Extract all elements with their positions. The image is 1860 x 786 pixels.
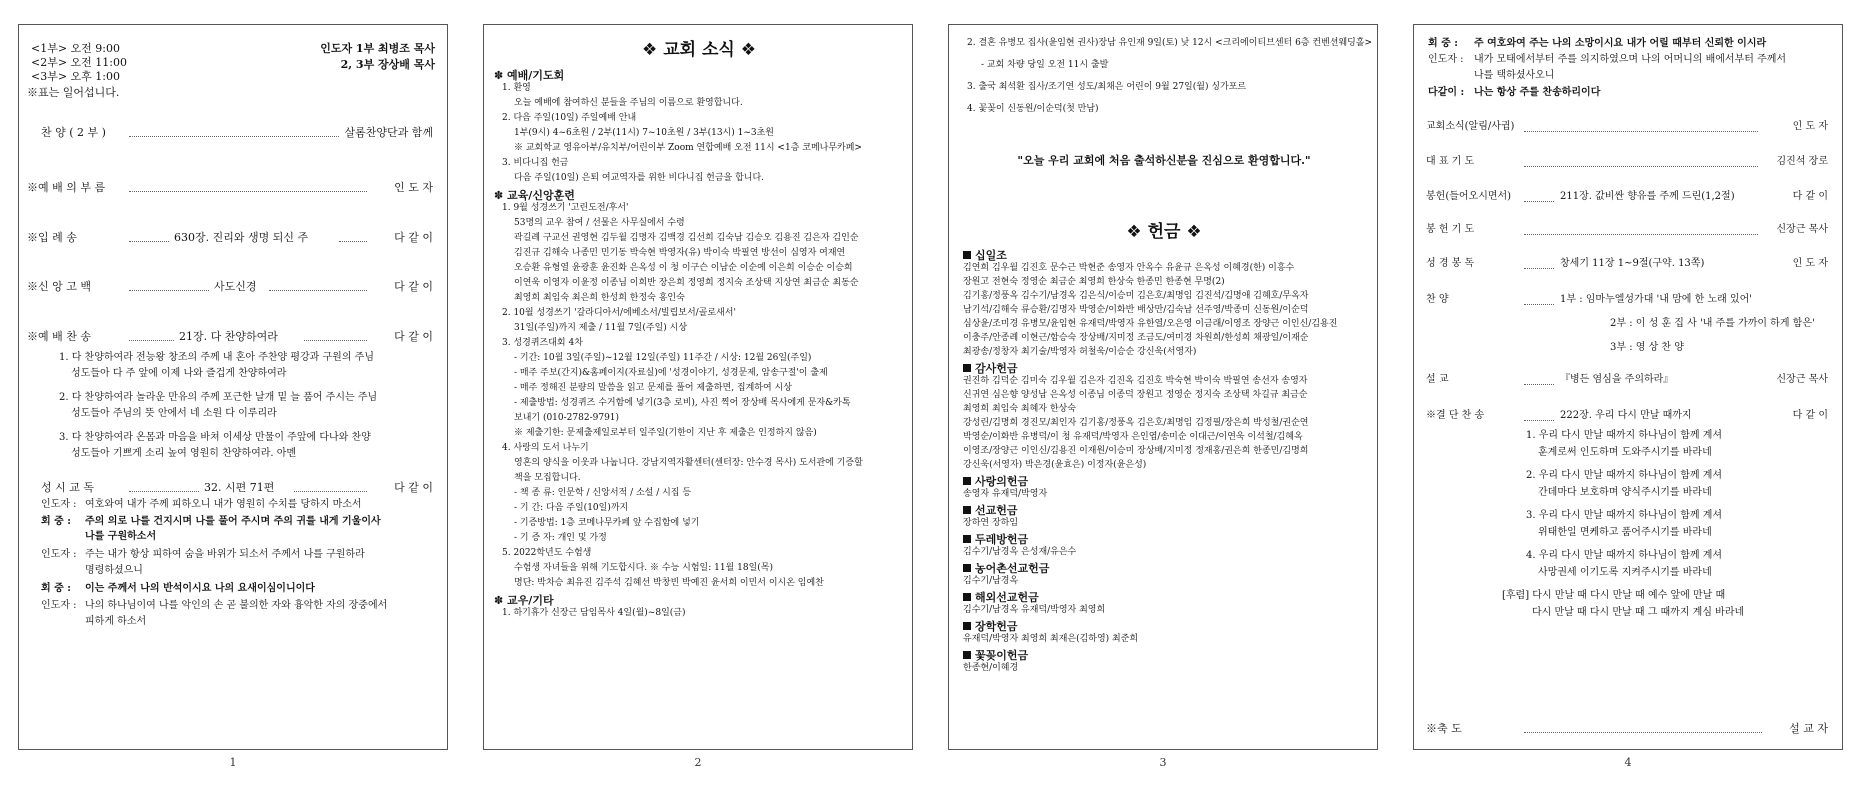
responsive-speaker: 회 중 : <box>1428 38 1458 49</box>
order-item-detail: 222장. 우리 다시 만날 때까지 <box>1560 410 1692 421</box>
page-number: 2 <box>694 756 702 769</box>
news-item-text: 김진규 김해숙 나종민 민기동 박숙현 박영자(유) 박이숙 박필연 방선이 심영자 여재연 <box>514 248 846 258</box>
order-creed-who: 다 같 이 <box>394 280 433 293</box>
offering-names: 남기석/김해숙 류승환/김명자 박영순/이화반 배상만/김숙남 선주영/박종미 신동원/이순덕 <box>963 305 1309 315</box>
news-item-text: 보내기 (010-2782-9791) <box>514 413 620 423</box>
news-item-text: 다음 주일(10일) 은퇴 여교역자를 위한 비다니집 헌금을 합니다. <box>514 173 765 183</box>
order-call-to-worship: ※예 배 의 부 름 <box>27 181 106 194</box>
order-item-label: 봉헌(들어오시면서) <box>1426 191 1512 202</box>
order-creed: ※신 앙 고 백 <box>27 280 91 293</box>
responsive-text: 나의 하나님이여 나를 악인의 손 곧 불의한 자와 흉악한 자의 장중에서 <box>85 600 388 611</box>
offering-category-label: 농어촌선교헌금 <box>975 562 1050 575</box>
hymn-verse-line: 성도들아 다 주 앞에 이제 나와 즐겁게 찬양하여라 <box>71 368 287 379</box>
service-time-3: <3부> 오후 1:00 <box>31 70 121 83</box>
leader-dots <box>1524 131 1758 132</box>
order-benediction-who: 설 교 자 <box>1789 722 1828 735</box>
offering-names: 장원고 전현숙 정영순 최금순 최영희 한상숙 한종민 한종현 무명(2) <box>963 277 1225 287</box>
news-category: ✽ 교육/신앙훈련 <box>494 189 575 202</box>
leader-second-third-service: 2, 3부 장상배 목사 <box>340 58 435 71</box>
news-item-text: ※ 제출기한: 문제출제일로부터 일주일(기한이 지난 후 제출은 인정하지 않음) <box>514 428 817 438</box>
offering-names: 한종현/이혜경 <box>963 663 1019 673</box>
square-bullet-icon <box>963 622 971 630</box>
order-item-detail: 3부 : 영 상 찬 양 <box>1610 342 1684 353</box>
responsive-speaker: 회 중 : <box>41 516 71 527</box>
order-entrance-hymn-who: 다 같 이 <box>394 231 433 244</box>
order-item-detail: 『병든 염심을 주의하라』 <box>1560 374 1674 385</box>
page-number: 3 <box>1159 756 1167 769</box>
responsive-text: 주의 의로 나를 건지시며 나를 풀어 주시며 주의 귀를 내게 기울이사 <box>85 516 381 527</box>
offering-names: 이영조/장양근 이인신/김용진 이재원/이승미 장상배/지미정 정재홍/권은희 한종민/김명희 <box>963 446 1309 456</box>
square-bullet-icon <box>963 251 971 259</box>
offering-category <box>963 647 1028 663</box>
responsive-speaker: 다같이 : <box>1428 87 1465 98</box>
news-item-text: 책을 모집합니다. <box>514 473 581 483</box>
order-benediction: ※축 도 <box>1426 722 1462 735</box>
offering-category <box>963 247 1007 263</box>
hymn-verse-line: 3. 다 찬양하여라 온몸과 마음을 바쳐 이세상 만물이 주앞에 다나와 찬양 <box>59 432 371 443</box>
offering-category-label: 해외선교헌금 <box>975 591 1039 604</box>
news-item-text: - 매주 정해진 분량의 말씀을 읽고 문제를 풀어 제출하면, 집계하여 시상 <box>514 383 792 393</box>
offering-category <box>963 560 1049 576</box>
offering-category <box>963 618 1018 634</box>
order-item-detail: 1부 : 임마누엘성가대 '내 맘에 한 노래 있어' <box>1560 294 1753 305</box>
order-item-detail: 2부 : 이 성 훈 집 사 '내 주를 가까이 하게 함은' <box>1610 318 1815 329</box>
hymn-verse-line: 3. 우리 다시 만날 때까지 하나님이 함께 계셔 <box>1526 510 1723 521</box>
order-item-who: 다 같 이 <box>1792 191 1828 202</box>
offering-category-label: 선교헌금 <box>975 504 1018 517</box>
square-bullet-icon <box>963 651 971 659</box>
offering-category <box>963 589 1039 605</box>
hymn-verse-line: 1. 다 찬양하여라 전능왕 창조의 주께 내 혼아 주찬양 평강과 구원의 주님 <box>59 352 374 363</box>
order-item-detail: 창세기 11장 1~9절(구약. 13쪽) <box>1560 258 1705 269</box>
news-item-text: - 교회 차량 당일 오전 11시 출발 <box>981 60 1109 70</box>
order-item-who: 다 같 이 <box>1792 410 1828 421</box>
square-bullet-icon <box>963 364 971 372</box>
responsive-text: 피하게 하소서 <box>85 616 147 627</box>
offering-category-label: 두레방헌금 <box>975 533 1029 546</box>
leader-dots <box>1524 201 1554 202</box>
news-item-heading: 2. 결혼 유병모 집사(윤임현 권사)장남 유인재 9일(토) 낮 12시 <크리에이티브센터 6층 컨벤션웨딩홀> <box>967 38 1373 48</box>
square-bullet-icon <box>963 506 971 514</box>
order-entrance-hymn-title: 630장. 진리와 생명 되신 주 <box>174 231 309 244</box>
offering-category <box>963 531 1028 547</box>
hymn-verse-line: 1. 우리 다시 만날 때까지 하나님이 함께 계셔 <box>1526 430 1723 441</box>
order-responsive-reading-who: 다 같 이 <box>394 481 433 494</box>
order-item-who: 인 도 자 <box>1792 121 1828 132</box>
hymn-verse-line: 성도들아 기쁘게 소리 높여 영원히 찬양하여라. 아멘 <box>71 448 297 459</box>
order-item-detail: 211장. 값비싼 향유를 주께 드린(1,2절) <box>1560 191 1735 202</box>
offering-names: 최영희 최임숙 최혜자 한상숙 <box>963 404 1076 414</box>
news-item-heading: 4. 꽃꽂이 신동원/이순덕(첫 만남) <box>967 104 1099 114</box>
news-item-text: 53명의 교우 참여 / 선물은 사무실에서 수령 <box>514 218 685 228</box>
responsive-text: 명령하셨으니 <box>85 565 143 576</box>
responsive-speaker: 인도자 : <box>41 549 77 560</box>
offering-names: 강신욱(서영자) 박은경(윤효은) 이정자(윤은성) <box>963 460 1147 470</box>
order-entrance-hymn: ※입 례 송 <box>27 231 77 244</box>
responsive-speaker: 인도자 : <box>41 499 77 510</box>
offering-names: 강성린/김명희 경진모/최인자 김기홍/정풍옥 김은호/최명임 김정필/장은희 박성철/권순연 <box>963 418 1309 428</box>
order-item-who: 신장근 목사 <box>1776 224 1828 235</box>
order-responsive-reading-title: 32. 시편 71편 <box>204 481 275 494</box>
square-bullet-icon <box>963 593 971 601</box>
offering-category-label: 꽃꽂이헌금 <box>975 649 1029 662</box>
offering-names: 권진하 김덕순 김미숙 김우월 김은자 김진옥 김진호 박숙현 박이숙 박필연 송선자 송영자 <box>963 376 1308 386</box>
order-item-label: 대 표 기 도 <box>1426 156 1475 167</box>
hymn-verse-line: 2. 다 찬양하여라 놀라운 만유의 주께 포근한 날개 밑 늘 품어 주시는 주님 <box>59 392 378 403</box>
bulletin-page-4 <box>1413 24 1843 750</box>
news-item-text: ※ 교회학교 영유아부/유치부/어린이부 Zoom 연합예배 오전 11시 <1층 코메나무카페> <box>514 143 862 153</box>
offering-category <box>963 502 1018 518</box>
hymn-verse-line: 2. 우리 다시 만날 때까지 하나님이 함께 계셔 <box>1526 470 1723 481</box>
responsive-text: 내가 모태에서부터 주를 의지하였으며 나의 어머니의 배에서부터 주께서 <box>1474 54 1787 65</box>
square-bullet-icon <box>963 535 971 543</box>
order-item-who: 인 도 자 <box>1792 258 1828 269</box>
hymn-verse-line: [후렴] 다시 만날 때 다시 만날 때 예수 앞에 만날 때 <box>1502 590 1726 601</box>
order-item-label: 설 교 <box>1426 374 1449 385</box>
responsive-text: 주는 내가 항상 피하여 숨을 바위가 되소서 주께서 나를 구원하라 <box>85 549 365 560</box>
news-item-text: 최영희 최임숙 최은희 한성희 한정숙 홍인숙 <box>514 293 685 303</box>
responsive-speaker: 회 중 : <box>41 583 71 594</box>
order-worship-hymn-title: 21장. 다 찬양하여라 <box>179 330 278 343</box>
order-worship-hymn: ※예 배 찬 송 <box>27 330 91 343</box>
responsive-text: 여호와여 내가 주께 피하오니 내가 영원히 수치를 당하지 마소서 <box>85 499 362 510</box>
offering-names: 유재덕/박영자 최영희 최재은(김하영) 최준희 <box>963 634 1139 644</box>
news-item-text: - 책 종 류: 인문학 / 신앙서적 / 소설 / 시집 등 <box>514 488 692 498</box>
responsive-speaker: 인도자 : <box>41 600 77 611</box>
offering-category-label: 십일조 <box>975 249 1007 262</box>
news-item-text: 31일(주일)까지 제출 / 11월 7일(주일) 시상 <box>514 323 688 333</box>
page-number: 4 <box>1624 756 1632 769</box>
news-item-heading: 2. 다음 주일(10일) 주일예배 안내 <box>502 113 637 123</box>
offering-category-label: 장학헌금 <box>975 620 1018 633</box>
leader-dots <box>1524 166 1758 167</box>
responsive-text: 나는 항상 주를 찬송하리이다 <box>1474 87 1601 98</box>
offering-names: 신귀연 심은향 양성남 은옥성 이종님 이종덕 장원고 정영순 정지숙 조상택 차길규 최금순 <box>963 390 1308 400</box>
order-item-who: 신장근 목사 <box>1776 374 1828 385</box>
offering-names: 장하연 장하임 <box>963 518 1019 528</box>
news-item-text: 이연욱 이영자 이윤정 이종님 이희반 장은희 정영희 정지숙 조상택 지상연 최금순 최동순 <box>514 278 859 288</box>
news-item-heading: 3. 비다니집 헌금 <box>502 158 569 168</box>
news-item-text: - 매주 주보(간지)&홈페이지(자료실)에 '성경이야기, 성경문제, 암송구절'이 출제 <box>514 368 828 378</box>
leader-dots <box>1524 268 1554 269</box>
hymn-verse-line: 위태한일 면케하고 품어주시기를 바라네 <box>1538 527 1712 538</box>
order-item-label: 교회소식(알림/사귐) <box>1426 121 1515 132</box>
news-item-text: - 기증방법: 1층 코메나무카페 앞 수집함에 넣기 <box>514 518 700 528</box>
service-time-2: <2부> 오전 11:00 <box>31 56 128 69</box>
news-item-text: - 기 증 자: 개인 및 가정 <box>514 533 607 543</box>
responsive-text: 이는 주께서 나의 반석이시요 나의 요새이심이니이다 <box>85 583 315 594</box>
news-title: ❖ 교회 소식 ❖ <box>642 40 756 60</box>
hymn-verse-line: 4. 우리 다시 만날 때까지 하나님이 함께 계셔 <box>1526 550 1723 561</box>
hymn-verse-line: 간데마다 보호하며 양식주시기를 바라네 <box>1538 487 1712 498</box>
order-item-label: 찬 양 <box>1426 294 1449 305</box>
news-item-text: - 기간: 10월 3일(주일)~12월 12일(주일) 11주간 / 시상: 12월 26일(주일) <box>514 353 812 363</box>
news-item-text: 오승환 유형열 윤광훈 윤진화 은옥성 이 청 이구슨 이남순 이순예 이은희 이승순 이승희 <box>514 263 853 273</box>
news-item-text: 영혼의 양식을 이웃과 나눕니다. 강남지역자활센터(센터장: 안수경 목사) 도서관에 기증할 <box>514 458 863 468</box>
leader-dots <box>1524 420 1554 421</box>
bulletin-page-1 <box>18 24 448 750</box>
bulletin-page-3 <box>948 24 1378 750</box>
offering-names: 심상윤/조미경 유병모/윤임현 유재덕/박영자 유한열/오은영 이금래/이영조 장양근 이인신/김용진 <box>963 319 1338 329</box>
order-item-label: 성 경 봉 독 <box>1426 258 1475 269</box>
hymn-verse-line: 성도들아 주님의 뜻 안에서 네 소원 다 이루리라 <box>71 408 277 419</box>
hymn-verse-line: 사망권세 이기도록 지켜주시기를 바라네 <box>1538 567 1712 578</box>
news-item-heading: 1. 환영 <box>502 83 531 93</box>
news-item-text: 수험생 자녀들을 위해 기도합시다. ※ 수능 시험일: 11월 18일(목) <box>514 563 773 573</box>
offering-names: 김수기/남경옥 유재덕/박영자 최영희 <box>963 605 1106 615</box>
welcome-message: "오늘 우리 교회에 처음 출석하신분을 진심으로 환영합니다." <box>1017 154 1311 167</box>
hymn-verse-line: 다시 만날 때 다시 만날 때 그 때까지 계심 바라네 <box>1532 607 1745 618</box>
square-bullet-icon <box>963 477 971 485</box>
news-item-text: - 기 간: 다음 주일(10일)까지 <box>514 503 629 513</box>
news-item-text: 곽길례 구교선 권영현 김두월 김명자 김백경 김선희 김숙남 김승오 김용진 김은자 김인순 <box>514 233 859 243</box>
news-item-heading: 5. 2022학년도 수험생 <box>502 548 592 558</box>
order-praise-label: 찬 양 ( 2 부 ) <box>41 126 106 139</box>
leader-first-service: 인도자 1부 최병조 목사 <box>320 42 435 55</box>
bulletin-page-2 <box>483 24 913 750</box>
leader-dots <box>1524 234 1758 235</box>
news-item-heading: 3. 출국 최석환 집사/조기연 성도/최채은 어린이 9월 27일(월) 싱가포르 <box>967 82 1247 92</box>
offering-title: ❖ 헌금 ❖ <box>1126 222 1202 242</box>
news-item-text: 오늘 예배에 참여하신 분들을 주님의 이름으로 환영합니다. <box>514 98 743 108</box>
responsive-speaker: 인도자 : <box>1428 54 1464 65</box>
offering-names: 송영자 유재덕/박영자 <box>963 489 1048 499</box>
offering-category-label: 감사헌금 <box>975 362 1018 375</box>
news-item-heading: 4. 사랑의 도서 나누기 <box>502 443 589 453</box>
responsive-text: 나를 택하셨사오니 <box>1474 70 1555 81</box>
leader-dots <box>1524 384 1554 385</box>
news-item-text: 1부(9시) 4~6초원 / 2부(11시) 7~10초원 / 3부(13시) 1~3초원 <box>514 128 775 138</box>
offering-category-label: 사랑의헌금 <box>975 475 1029 488</box>
offering-names: 최광송/정창자 최기술/박영자 허철욱/이승순 강신욱(서영자) <box>963 347 1197 357</box>
news-item-heading: 3. 성경퀴즈대회 4차 <box>502 338 583 348</box>
responsive-text: 나를 구원하소서 <box>85 531 157 542</box>
page-number: 1 <box>229 756 237 769</box>
order-item-label: ※결 단 찬 송 <box>1426 410 1485 421</box>
news-item-text: - 제출방법: 성경퀴즈 수거함에 넣기(3층 로비), 사진 찍어 장상배 목사에게 문자&카톡 <box>514 398 851 408</box>
news-category: ✽ 교우/기타 <box>494 594 554 607</box>
news-item-text: 명단: 박차승 최유진 김주석 김혜선 박창빈 박예진 윤서희 이민서 이시온 임예찬 <box>514 578 824 588</box>
order-responsive-reading: 성 시 교 독 <box>41 481 94 494</box>
order-creed-title: 사도신경 <box>214 280 257 293</box>
order-worship-hymn-who: 다 같 이 <box>394 330 433 343</box>
offering-category <box>963 473 1028 489</box>
news-item-heading: 1. 하기휴가 신장근 담임목사 4일(월)~8일(금) <box>502 608 686 618</box>
order-item-who: 김진석 장로 <box>1776 156 1828 167</box>
service-time-1: <1부> 오전 9:00 <box>31 42 121 55</box>
offering-category <box>963 360 1018 376</box>
order-item-label: 봉 헌 기 도 <box>1426 224 1475 235</box>
offering-names: 김연희 김우월 김진호 문수근 박현준 송영자 안옥수 유윤규 은옥성 이혜경(한) 이흥수 <box>963 263 1295 273</box>
order-call-to-worship-who: 인 도 자 <box>394 181 433 194</box>
news-item-heading: 1. 9월 성경쓰기 '고린도전/후서' <box>502 203 629 213</box>
standing-note: ※표는 일어섭니다. <box>27 86 120 99</box>
offering-names: 이충주/안종례 이현근/함승숙 장상배/지미정 조금도/여미경 차원희/한성희 채광일/이재순 <box>963 333 1309 343</box>
hymn-verse-line: 훈계로써 인도하며 도와주시기를 바라네 <box>1538 447 1712 458</box>
order-praise-team: 살롬찬양단과 함께 <box>344 126 433 139</box>
offering-names: 김수기/남경옥 <box>963 576 1019 586</box>
offering-names: 김기홍/정풍옥 김수기/남경옥 김은식/이승미 김은호/최명임 김진석/김명애 김혜호/무옥자 <box>963 291 1309 301</box>
news-item-heading: 2. 10월 성경쓰기 '갈라디아서/에베소서/빌립보서/골로새서' <box>502 308 736 318</box>
responsive-text: 주 여호와여 주는 나의 소망이시요 내가 어릴 때부터 신뢰한 이시라 <box>1474 38 1767 49</box>
offering-names: 김수기/남경옥 은성재/유은수 <box>963 547 1077 557</box>
leader-dots <box>1524 304 1554 305</box>
news-category: ✽ 예배/기도회 <box>494 69 565 82</box>
offering-names: 박영순/이화반 유병덕/이 청 유재덕/박영자 은인엽/송미순 이대근/이연욱 이석철/김혜옥 <box>963 432 1303 442</box>
square-bullet-icon <box>963 564 971 572</box>
